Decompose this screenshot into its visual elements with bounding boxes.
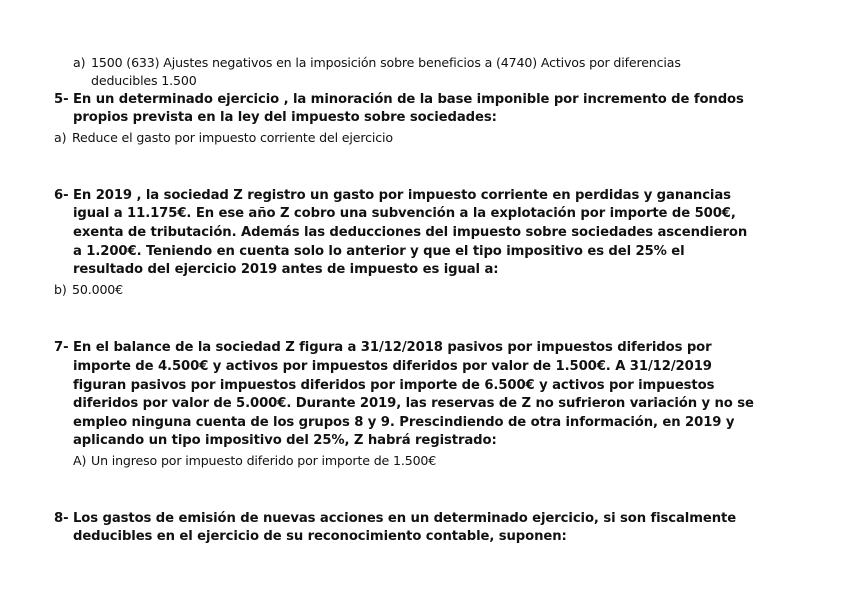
question-number: 7- — [54, 340, 69, 355]
question-number: 6- — [54, 188, 69, 203]
answer-a-line-2: deducibles 1.500 — [91, 73, 197, 88]
question-text: En 2019 , la sociedad Z registro un gasto por impuesto corriente en perdidas y ganancias — [73, 188, 731, 203]
answer-text: Un ingreso por impuesto diferido por importe de 1.500€ — [91, 453, 437, 468]
question-text: Los gastos de emisión de nuevas acciones en un determinado ejercicio, si son fiscalmente — [73, 511, 737, 526]
question-text: En un determinado ejercicio , la minoración de la base imponible por incremento de fondos — [73, 92, 744, 107]
answer-marker: b) — [54, 282, 67, 297]
answer-6 — [54, 282, 123, 297]
answer-text: 1500 (633) Ajustes negativos en la imposición sobre beneficios a (4740) Activos por diferencias — [91, 55, 681, 70]
question-7-line-5: empleo ninguna cuenta de los grupos 8 y 9. Prescindiendo de otra información, en 2019 y — [73, 415, 735, 430]
answer-a-line-1 — [73, 55, 681, 70]
question-8-line-2: deducibles en el ejercicio de su reconocimiento contable, suponen: — [73, 529, 567, 544]
answer-marker: a) — [54, 130, 67, 145]
question-7-line-1 — [54, 340, 712, 355]
question-7-line-4: diferidos por valor de 5.000€. Durante 2019, las reservas de Z no sufrieron variación y no se — [73, 396, 754, 411]
question-6-line-2: igual a 11.175€. En ese año Z cobro una subvención a la explotación por importe de 500€, — [73, 206, 736, 221]
answer-marker: a) — [73, 55, 86, 70]
question-7-line-6: aplicando un tipo impositivo del 25%, Z habrá registrado: — [73, 433, 497, 448]
question-7-line-3: figuran pasivos por impuestos diferidos por importe de 6.500€ y activos por impuestos — [73, 378, 715, 393]
answer-text: Reduce el gasto por impuesto corriente del ejercicio — [72, 130, 393, 145]
question-6-line-4: a 1.200€. Teniendo en cuenta solo lo anterior y que el tipo impositivo es del 25% el — [73, 244, 685, 259]
question-7-line-2: importe de 4.500€ y activos por impuestos diferidos por valor de 1.500€. A 31/12/2019 — [73, 359, 712, 374]
question-number: 5- — [54, 92, 69, 107]
question-number: 8- — [54, 511, 69, 526]
question-6-line-1 — [54, 188, 731, 203]
question-5-line-2: propios prevista en la ley del impuesto sobre sociedades: — [73, 110, 497, 125]
question-5-line-1 — [54, 92, 744, 107]
question-6-line-5: resultado del ejercicio 2019 antes de impuesto es igual a: — [73, 262, 499, 277]
answer-5 — [54, 130, 393, 145]
question-6-line-3: exenta de tributación. Además las deducciones del impuesto sobre sociedades ascendieron — [73, 225, 748, 240]
answer-7 — [73, 453, 436, 468]
question-text: En el balance de la sociedad Z figura a 31/12/2018 pasivos por impuestos diferidos por — [73, 340, 712, 355]
question-8-line-1 — [54, 511, 736, 526]
answer-text: 50.000€ — [72, 282, 124, 297]
answer-marker: A) — [73, 453, 87, 468]
